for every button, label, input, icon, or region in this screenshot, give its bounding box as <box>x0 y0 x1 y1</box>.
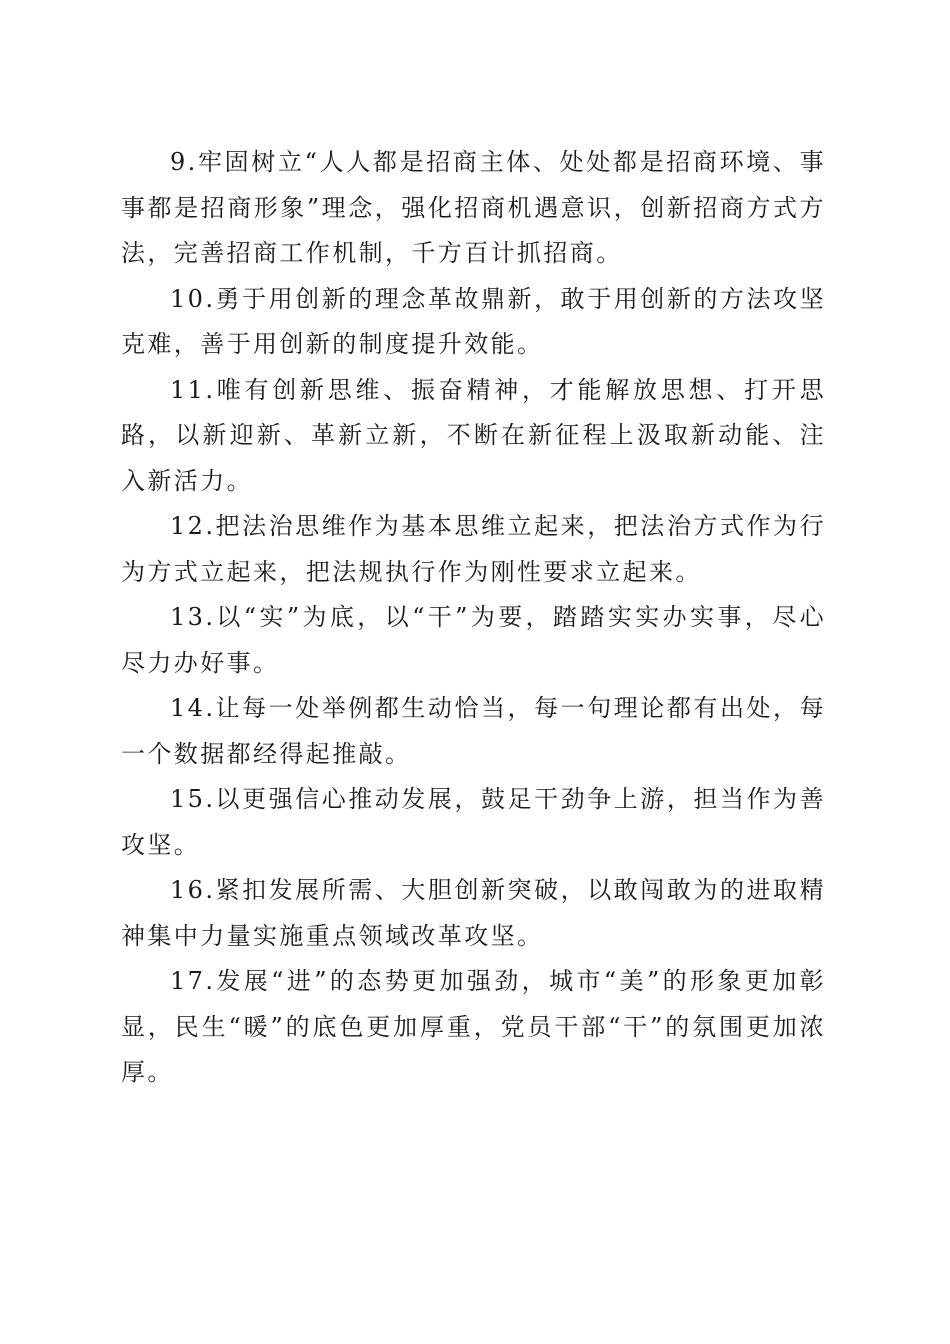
paragraph-13: 13.以“实”为底，以“干”为要，踏踏实实办实事，尽心尽力办好事。 <box>121 603 826 677</box>
paragraph-14: 14.让每一处举例都生动恰当，每一句理论都有出处，每一个数据都经得起推敲。 <box>121 694 826 768</box>
paragraph-16: 16.紧扣发展所需、大胆创新突破，以敢闯敢为的进取精神集中力量实施重点领域改革攻坚。 <box>121 876 826 950</box>
document-body <box>121 140 826 1096</box>
paragraph-12: 12.把法治思维作为基本思维立起来，把法治方式作为行为方式立起来，把法规执行作为刚性要求立起来。 <box>121 512 826 586</box>
paragraph-11: 11.唯有创新思维、振奋精神，才能解放思想、打开思路，以新迎新、革新立新，不断在新征程上汲取新动能、注入新活力。 <box>121 375 826 495</box>
paragraph-15: 15.以更强信心推动发展，鼓足干劲争上游，担当作为善攻坚。 <box>121 785 826 859</box>
paragraph-10: 10.勇于用创新的理念革故鼎新，敢于用创新的方法攻坚克难，善于用创新的制度提升效能。 <box>121 284 826 358</box>
paragraph-17: 17.发展“进”的态势更加强劲，城市“美”的形象更加彰显，民生“暖”的底色更加厚重，党员干部“干”的氛围更加浓厚。 <box>121 967 826 1086</box>
paragraph-9: 9.牢固树立“人人都是招商主体、处处都是招商环境、事事都是招商形象”理念，强化招商机遇意识，创新招商方式方法，完善招商工作机制，千方百计抓招商。 <box>121 148 826 267</box>
